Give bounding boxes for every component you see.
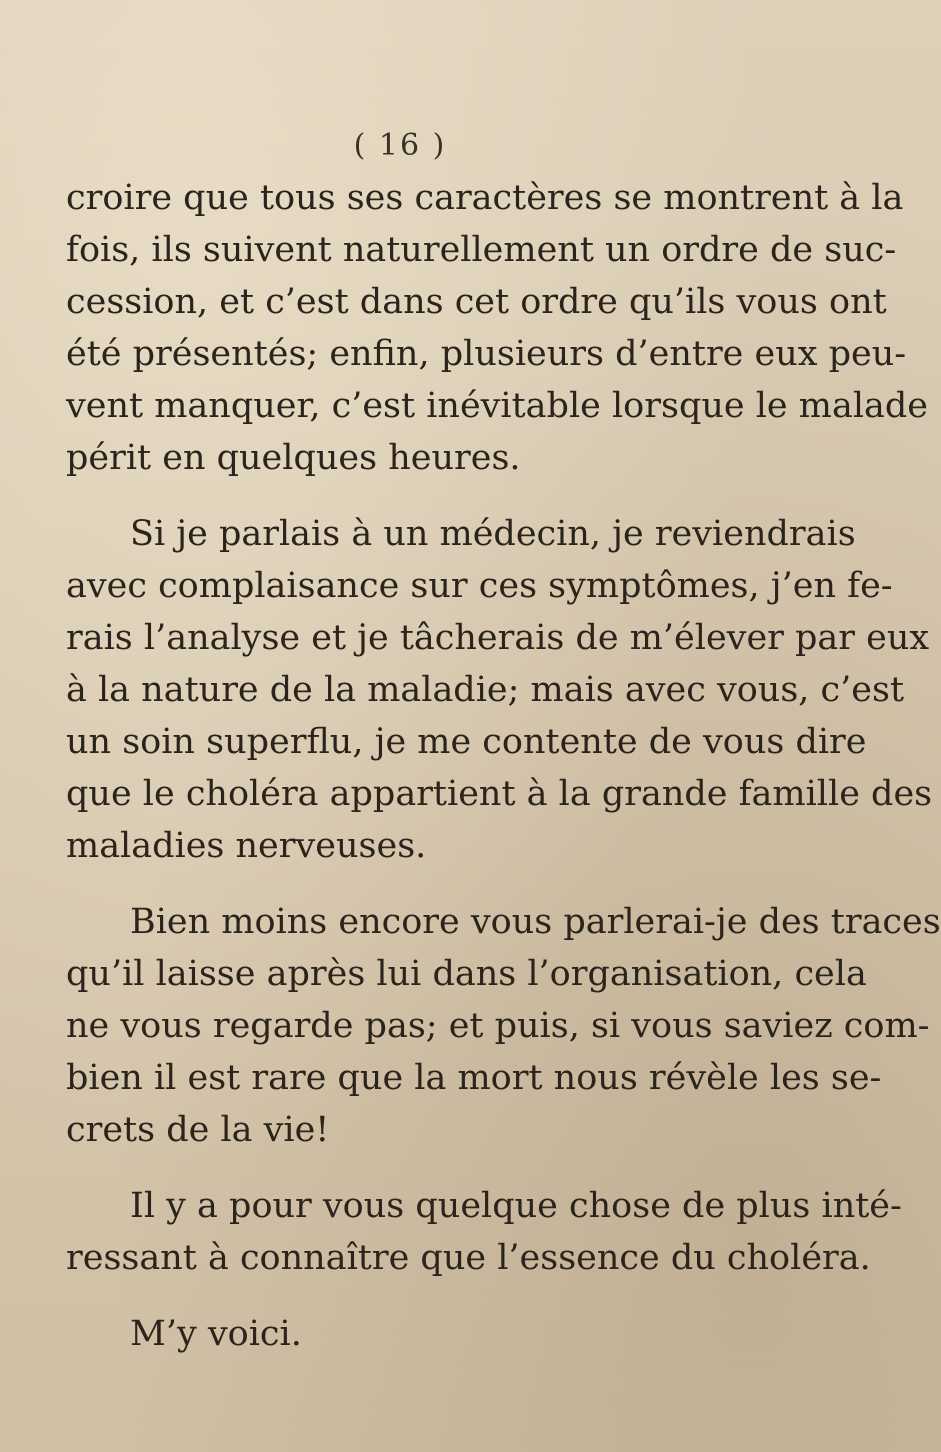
text-line: crets de la vie!: [66, 1110, 330, 1150]
text-line: cession, et c’est dans cet ordre qu’ils vous ont: [66, 282, 887, 322]
paragraph-1: [66, 172, 928, 484]
text-line: Si je parlais à un médecin, je reviendrais: [130, 514, 856, 554]
text-line: maladies nerveuses.: [66, 826, 427, 866]
body-text: [66, 172, 941, 1360]
text-line: ressant à connaître que l’essence du choléra.: [66, 1238, 871, 1278]
text-line: bien il est rare que la mort nous révèle les se-: [66, 1058, 882, 1098]
text-line: croire que tous ses caractères se montrent à la: [66, 178, 904, 218]
paragraph-3: [66, 896, 941, 1156]
text-line: un soin superflu, je me contente de vous dire: [66, 722, 867, 762]
text-line: à la nature de la maladie; mais avec vous, c’est: [66, 670, 905, 710]
text-line: que le choléra appartient à la grande famille des: [66, 774, 933, 814]
paragraph-4: [66, 1180, 902, 1284]
text-line: été présentés; enfin, plusieurs d’entre eux peu-: [66, 334, 907, 374]
paragraph-5: [66, 1308, 776, 1360]
text-line: Bien moins encore vous parlerai-je des traces: [130, 902, 941, 942]
text-line: rais l’analyse et je tâcherais de m’élever par eux: [66, 618, 930, 658]
text-line: vent manquer, c’est inévitable lorsque le malade: [66, 386, 928, 426]
text-line: avec complaisance sur ces symptômes, j’en fe-: [66, 566, 893, 606]
text-line: périt en quelques heures.: [66, 438, 521, 478]
page-number: ( 16 ): [353, 128, 447, 163]
paragraph-2: [66, 508, 933, 872]
text-line: qu’il laisse après lui dans l’organisation, cela: [66, 954, 867, 994]
text-line: Il y a pour vous quelque chose de plus inté-: [130, 1186, 902, 1226]
text-line: ne vous regarde pas; et puis, si vous saviez com-: [66, 1006, 930, 1046]
text-line: M’y voici.: [130, 1314, 302, 1354]
text-line: fois, ils suivent naturellement un ordre de suc-: [66, 230, 897, 270]
